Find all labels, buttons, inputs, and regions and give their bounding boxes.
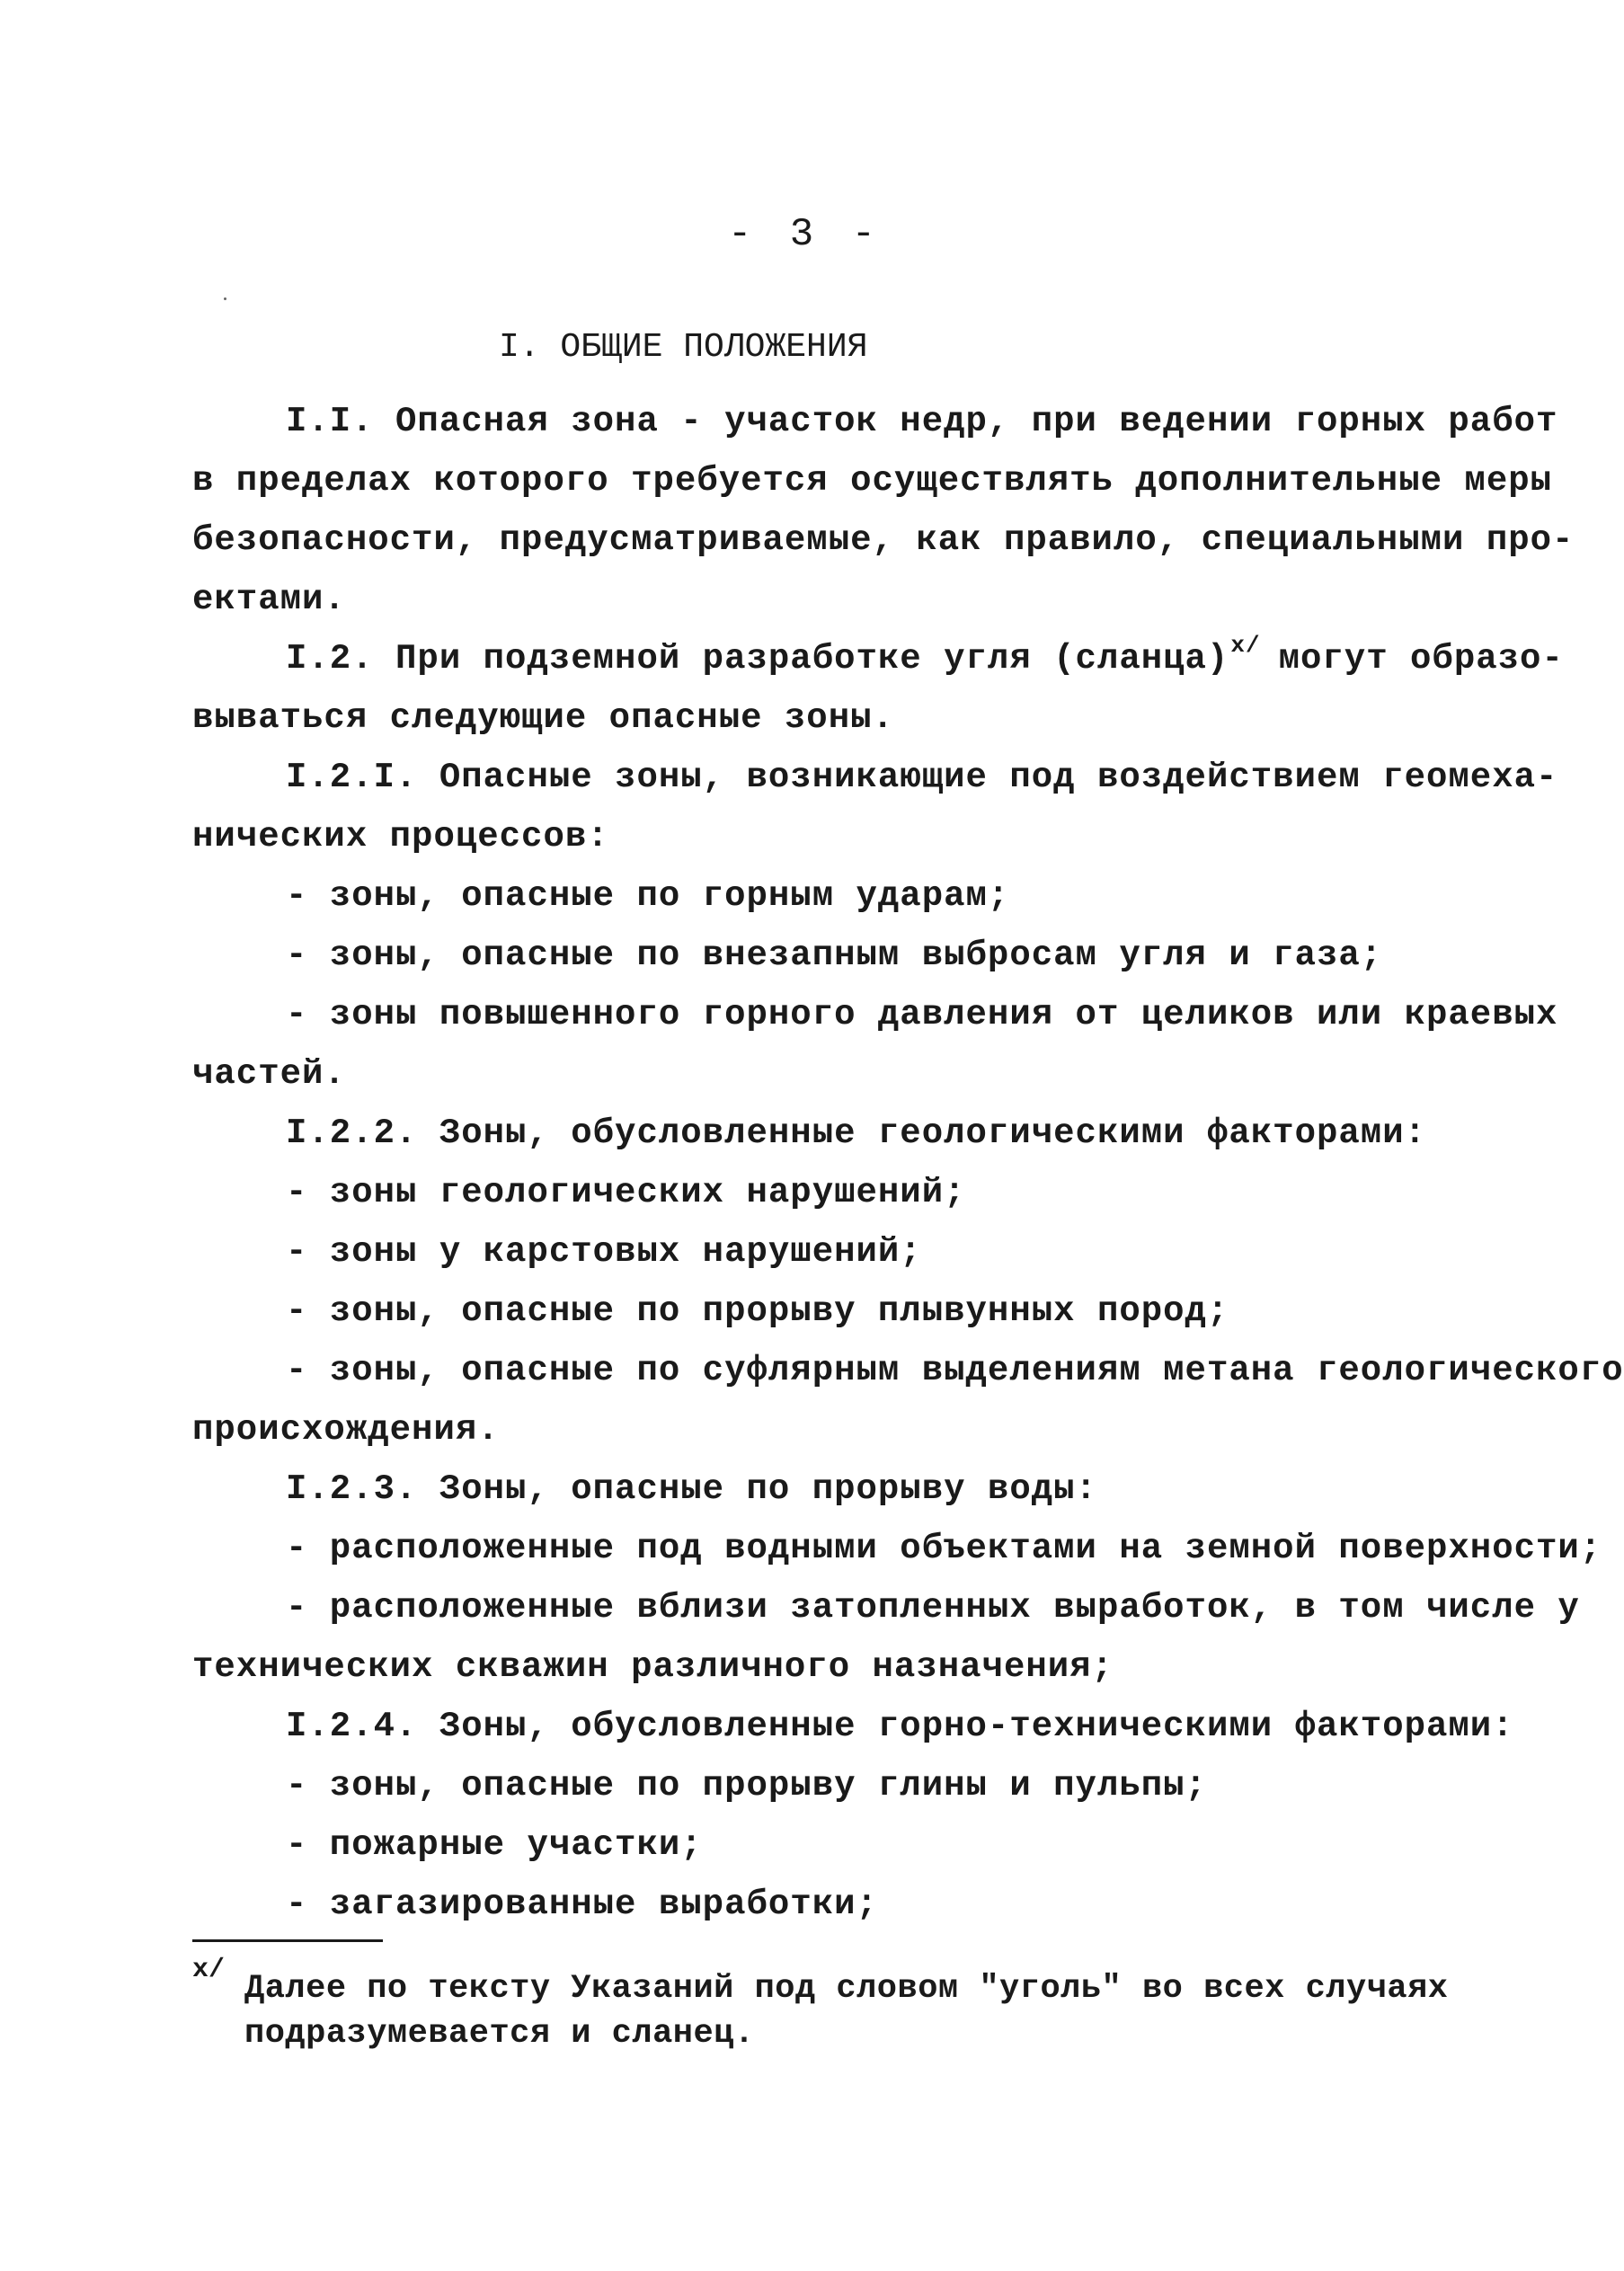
list-item: - зоны повышенного горного давления от целиков или краевых [286,995,1558,1034]
paragraph-line: ектами. [192,580,346,619]
list-item: - расположенные под водными объектами на земной поверхности; [286,1529,1602,1568]
list-item: - расположенные вблизи затопленных выработок, в том числе у [286,1588,1580,1628]
page-number: - 3 - [728,212,883,257]
paragraph-line-text: I.2. При подземной разработке угля (сланца) [286,639,1229,679]
list-item: - зоны, опасные по прорыву глины и пульпы; [286,1766,1207,1805]
paragraph-line: I.2.I. Опасные зоны, возникающие под воздействием геомеха- [286,758,1558,797]
paragraph-line: I.I. Опасная зона - участок недр, при ведении горных работ [286,402,1558,441]
paragraph-line: частей. [192,1054,346,1094]
footnote-marker: x/ [192,1955,226,1985]
paragraph-line: I.2.2. Зоны, обусловленные геологическими факторами: [286,1113,1426,1153]
paragraph-line: технических скважин различного назначения; [192,1647,1114,1687]
footnote-line: Далее по тексту Указаний под словом "уголь" во всех случаях [244,1970,1449,2008]
list-item: - загазированные выработки; [286,1885,878,1924]
scan-speck [224,297,226,300]
footnote-line: подразумевается и сланец. [244,2015,755,2053]
paragraph-line: нических процессов: [192,817,609,856]
paragraph-line: I.2.3. Зоны, опасные по прорыву воды: [286,1469,1097,1509]
list-item: - зоны, опасные по внезапным выбросам угля и газа; [286,936,1383,975]
list-item: - зоны, опасные по горным ударам; [286,876,1010,916]
paragraph-line: безопасности, предусматриваемые, как правило, специальными про- [192,520,1575,560]
paragraph-line: в пределах которого требуется осуществлять дополнительные меры [192,461,1553,501]
section-title: I. ОБЩИЕ ПОЛОЖЕНИЯ [499,328,868,367]
list-item: - зоны у карстовых нарушений; [286,1232,922,1272]
list-item: - зоны, опасные по прорыву плывунных пород; [286,1291,1229,1331]
footnote-reference: x/ [1230,632,1261,659]
paragraph-line: происхождения. [192,1410,500,1450]
paragraph-line [286,632,1564,683]
paragraph-line-text: могут образо- [1278,639,1564,679]
paragraph-line: I.2.4. Зоны, обусловленные горно-техническими факторами: [286,1707,1514,1746]
list-item: - зоны, опасные по суфлярным выделениям метана геологического [286,1351,1624,1390]
list-item: - зоны геологических нарушений; [286,1173,966,1212]
paragraph-line: вываться следующие опасные зоны. [192,698,894,738]
footnote-divider [192,1939,383,1942]
list-item: - пожарные участки; [286,1825,703,1865]
